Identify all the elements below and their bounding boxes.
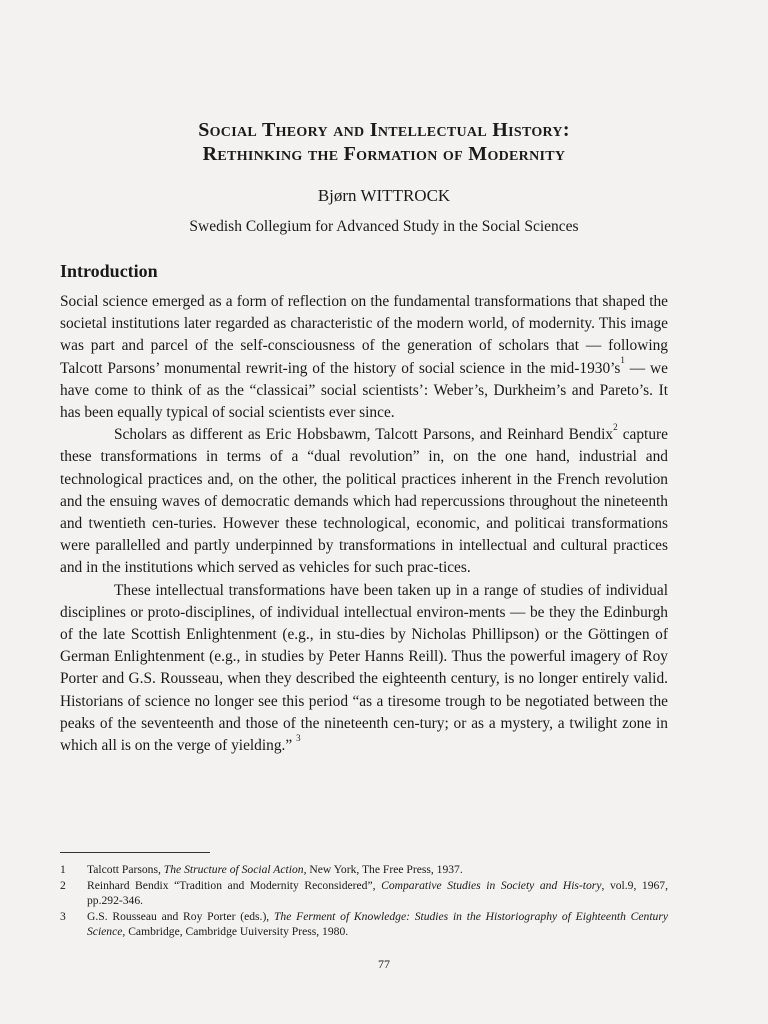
- paragraph-2: Scholars as different as Eric Hobsbawm, Talcott Parsons, and Reinhard Bendix$^2$ capture these transformations in terms of a “dual revolution” in, on the one hand, industrial and technological practices and, on the other, the political practices inherent in the French revolution and the ensuing waves of democratic demands which had repercussions throughout the nineteenth and twentieth cen-turies. However these technological, economic, and politicai transformations were parallelled and partly underpinned by transformations in intellectual and cultural practices and in the institutions which served as vehicles for such prac-tices.: [60, 422, 668, 577]
- author-affiliation: Swedish Collegium for Advanced Study in the Social Sciences: [189, 218, 579, 235]
- author-name: Bjørn WITTROCK: [317, 186, 451, 205]
- paragraph-1: Social science emerged as a form of reflection on the fundamental transformations that shaped the societal institutions later regarded as characteristic of the modern world, of modernity. This image was part and parcel of the self-consciousness of the generation of scholars that — following Talcott Parsons’ monumental rewrit-ing of the history of social science in the mid-$1930’s^1$ — we have come to think of as the “classicai” social scientists’: Weber’s, Durkheim’s and Pareto’s. It has been equally typical of social scientists ever since.: [60, 293, 668, 422]
- footnote-1: 1 Talcott Parsons, The Structure of Social Action, New York, The Free Press, 1937.: [60, 863, 463, 876]
- page-number: 77: [378, 957, 390, 971]
- footnotes: [60, 862, 668, 940]
- body-text: [60, 291, 668, 757]
- footnote-ref-1: 1: [620, 355, 625, 366]
- section-heading: Introduction: [60, 261, 158, 281]
- footnote-divider: [60, 852, 210, 853]
- footnote-3: 3 G.S. Rousseau and Roy Porter (eds.), The Ferment of Knowledge: Studies in the Historiography of Eighteenth Century Science, Cambridge, Cambridge Uuiversity Press, 1980.: [60, 909, 668, 938]
- paper-title-line-2: Rethinking the Formation of Modernity: [202, 143, 566, 165]
- footnote-2: 2 Reinhard Bendix “Tradition and Modernity Reconsidered”, Comparative Studies in Society and His-tory, vol.9, 1967, pp.292-346.: [60, 878, 669, 907]
- footnote-ref-3: 3: [296, 732, 301, 743]
- paper-title-line-1: Social Theory and Intellectual History:: [198, 119, 570, 141]
- footnote-ref-2: 2: [613, 422, 618, 433]
- paragraph-3: These intellectual transformations have been taken up in a range of studies of individual disciplines or proto-disciplines, of individual intellectual environ-ments — be they the Edinburgh of the late Scottish Enlightenment (e.g., in stu-dies by Nicholas Phillipson) or the Göttingen of German Enlightenment (e.g., in studies by Peter Hanns Reill). Thus the powerful imagery of Roy Porter and G.S. Rousseau, when they described the eighteenth century, is no longer entirely valid. Historians of science no longer see this period “as a tiresome trough to be negotiated between the peaks of the seventeenth and those of the nineteenth cen-tury; or as a mystery, a twilight zone in which all is on the verge of yielding.” $^3$: [60, 581, 668, 755]
